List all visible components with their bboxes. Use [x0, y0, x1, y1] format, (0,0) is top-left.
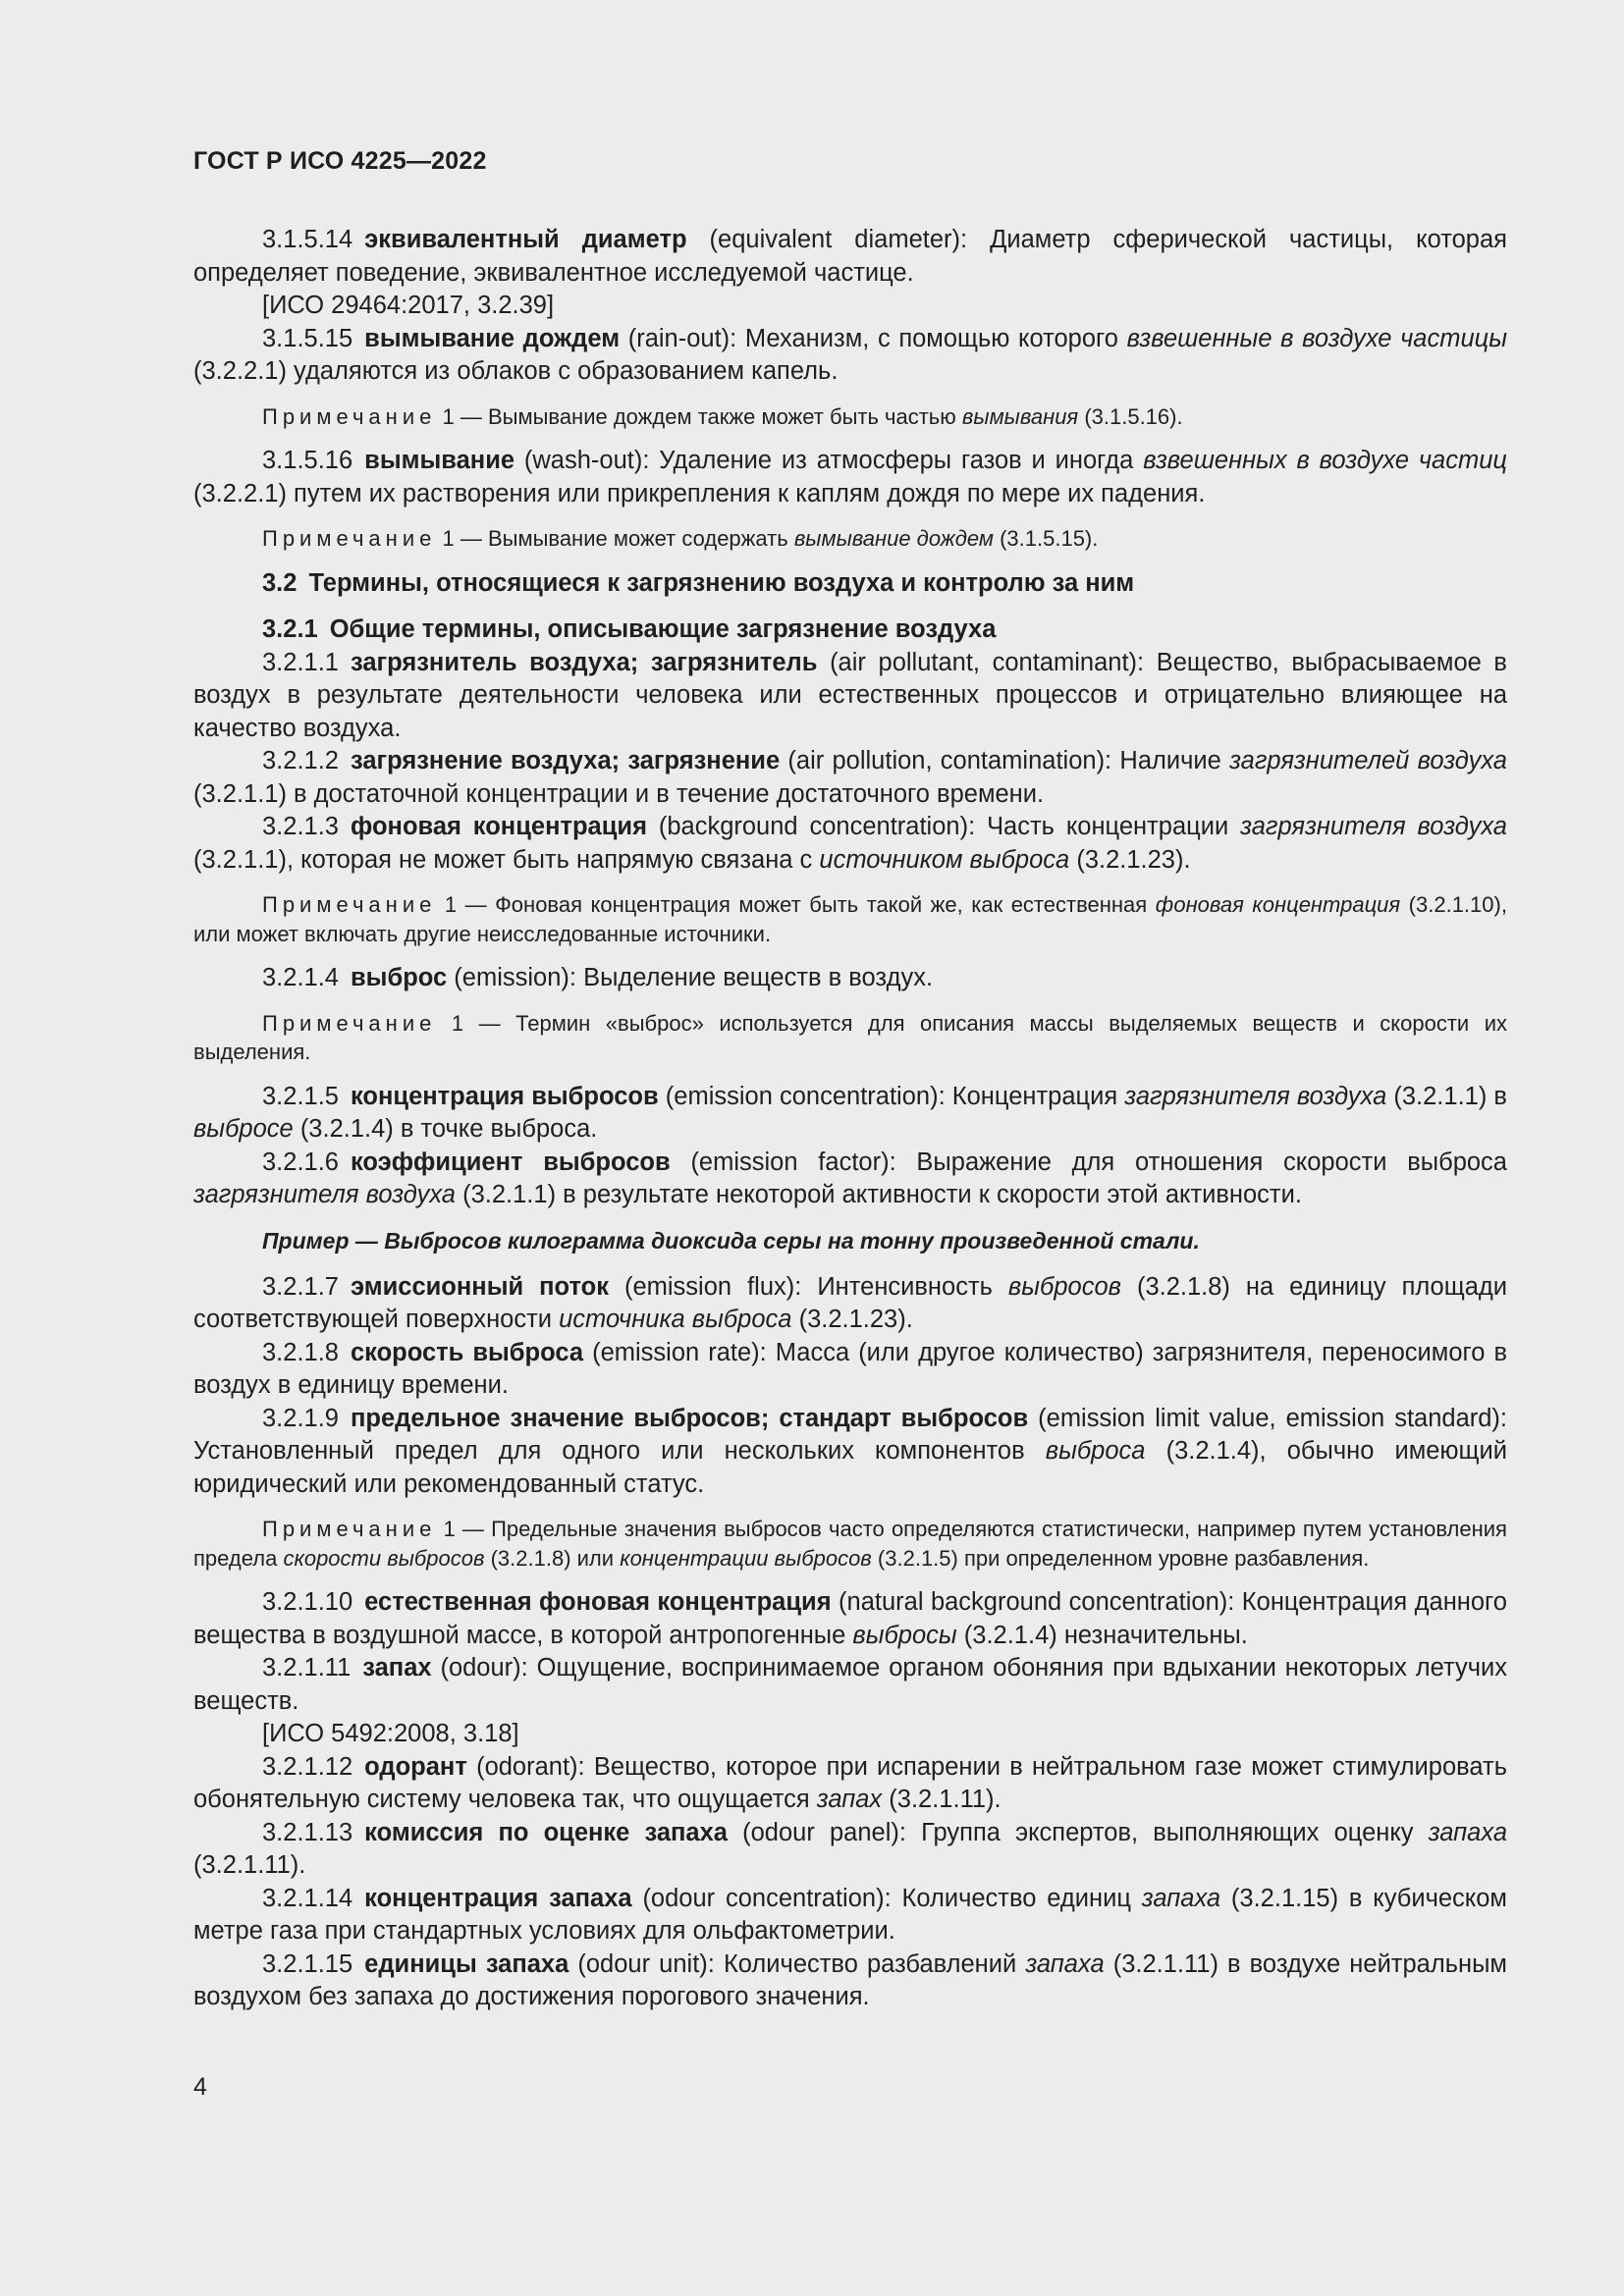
- term: фоновая концентрация: [350, 813, 647, 840]
- term-entry: 3.2.1.12 одорант (odorant): Вещество, которое при испарении в нейтральном газе может стимулировать обонятельную систему человека так, что ощущается запах (3.2.1.11).: [193, 1752, 1507, 1813]
- source-reference: [ИСО 5492:2008, 3.18]: [262, 1720, 519, 1747]
- note: Примечание 1 — Термин «выброс» используется для описания массы выделяемых веществ и скорости их выделения.: [193, 1010, 1507, 1064]
- note: Примечание 1 — Предельные значения выбросов часто определяются статистически, например путем установления предела скорости выбросов (3.2.1.8) или концентрации выбросов (3.2.1.5) при определенном уровне разбавления.: [193, 1517, 1507, 1571]
- term-entry: 3.2.1.9 предельное значение выбросов; стандарт выбросов (emission limit value, emission standard): Установленный предел для одного или нескольких компонентов выброса (3.2.1.4), обычно имеющий юридический или рекомендованный статус.: [193, 1404, 1508, 1498]
- document-code: ГОСТ Р ИСО 4225—2022: [193, 147, 487, 175]
- term-entry: 3.2.1.2 загрязнение воздуха; загрязнение (air pollution, contamination): Наличие загрязнителей воздуха (3.2.1.1) в достаточной концентрации и в течение достаточного времени.: [193, 747, 1507, 808]
- term-entry: 3.2.1.7 эмиссионный поток (emission flux): Интенсивность выбросов (3.2.1.8) на единицу площади соответствующей поверхности источника выброса (3.2.1.23).: [193, 1272, 1508, 1333]
- term: вымывание дождем: [364, 324, 621, 352]
- note: Примечание 1 — Вымывание может содержать вымывание дождем (3.1.5.15).: [262, 526, 1099, 551]
- term-entry: 3.2.1.5 концентрация выбросов (emission concentration): Концентрация загрязнителя воздуха (3.2.1.1) в выбросе (3.2.1.4) в точке выброса.: [193, 1082, 1507, 1143]
- term: единицы запаха: [364, 1949, 569, 1978]
- term: естественная фоновая концентрация: [364, 1588, 832, 1616]
- term: загрязнение воздуха; загрязнение: [350, 747, 781, 774]
- term: эквивалентный диаметр: [364, 226, 687, 253]
- page-content: [193, 224, 1507, 2014]
- term-entry: 3.1.5.16 вымывание (wash-out): Удаление из атмосферы газов и иногда взвешенных в воздухе частиц (3.2.2.1) путем их растворения или прикрепления к каплям дождя по мере их падения.: [193, 447, 1507, 507]
- term: концентрация выбросов: [350, 1082, 659, 1110]
- term-entry: 3.2.1.10 естественная фоновая концентрация (natural background concentration): Концентрация данного вещества в воздушной массе, в которой антропогенные выбросы (3.2.1.4) незначительны.: [193, 1588, 1507, 1649]
- term: загрязнитель воздуха; загрязнитель: [350, 648, 818, 676]
- term-entry: 3.2.1.14 концентрация запаха (odour concentration): Количество единиц запаха (3.2.1.15) в кубическом метре газа при стандартных условиях для ольфактометрии.: [193, 1884, 1507, 1945]
- subsection-heading: 3.2.1 Общие термины, описывающие загрязнение воздуха: [262, 615, 997, 643]
- term: вымывание: [364, 447, 515, 474]
- term-entry: 3.2.1.3 фоновая концентрация (background concentration): Часть концентрации загрязнителя воздуха (3.2.1.1), которая не может быть напрямую связана с источником выброса (3.2.1.23).: [193, 813, 1507, 874]
- example: Пример — Выбросов килограмма диоксида серы на тонну произведенной стали.: [262, 1227, 1200, 1254]
- term: коэффициент выбросов: [350, 1148, 671, 1176]
- term-entry: 3.1.5.15 вымывание дождем (rain-out): Механизм, с помощью которого взвешенные в воздухе частицы (3.2.2.1) удаляются из облаков с образованием капель.: [193, 324, 1508, 385]
- term-entry: 3.2.1.1 загрязнитель воздуха; загрязнитель (air pollutant, contaminant): Вещество, выбрасываемое в воздух в результате деятельности человека или естественных процессов и отрицательно влияющее на качество воздуха.: [193, 648, 1507, 742]
- note: Примечание 1 — Фоновая концентрация может быть такой же, как естественная фоновая концентрация (3.2.1.10), или может включать другие неисследованные источники.: [193, 892, 1507, 946]
- term-entry: 3.2.1.11 запах (odour): Ощущение, воспринимаемое органом обоняния при вдыхании некоторых летучих веществ.: [193, 1654, 1507, 1715]
- term: эмиссионный поток: [350, 1272, 609, 1301]
- term: одорант: [364, 1752, 467, 1781]
- term: скорость выброса: [350, 1338, 584, 1366]
- term-entry: 3.2.1.4 выброс (emission): Выделение веществ в воздух.: [262, 964, 934, 991]
- page-number: 4: [193, 2073, 207, 2101]
- term-entry: 3.2.1.13 комиссия по оценке запаха (odour panel): Группа экспертов, выполняющих оценку запаха (3.2.1.11).: [193, 1818, 1508, 1879]
- term-entry: 3.2.1.6 коэффициент выбросов (emission factor): Выражение для отношения скорости выброса загрязнителя воздуха (3.2.1.1) в результате некоторой активности к скорости этой активности.: [193, 1148, 1507, 1208]
- section-heading: 3.2 Термины, относящиеся к загрязнению воздуха и контролю за ним: [262, 568, 1135, 597]
- term: комиссия по оценке запаха: [364, 1818, 728, 1846]
- term: запах: [362, 1654, 432, 1682]
- term-entry: 3.2.1.15 единицы запаха (odour unit): Количество разбавлений запаха (3.2.1.11) в воздухе нейтральным воздухом без запаха до достижения порогового значения.: [193, 1949, 1507, 2010]
- term: выброс: [350, 964, 448, 991]
- source-reference: [ИСО 29464:2017, 3.2.39]: [262, 292, 555, 319]
- term-entry: 3.1.5.14 эквивалентный диаметр (equivalent diameter): Диаметр сферической частицы, которая определяет поведение, эквивалентное исследуемой частице.: [193, 226, 1507, 287]
- term: предельное значение выбросов; стандарт выбросов: [350, 1404, 1029, 1432]
- term: концентрация запаха: [364, 1884, 632, 1912]
- note: Примечание 1 — Вымывание дождем также может быть частью вымывания (3.1.5.16).: [262, 403, 1183, 429]
- term-entry: 3.2.1.8 скорость выброса (emission rate): Масса (или другое количество) загрязнителя, переносимого в воздух в единицу времени.: [193, 1338, 1507, 1399]
